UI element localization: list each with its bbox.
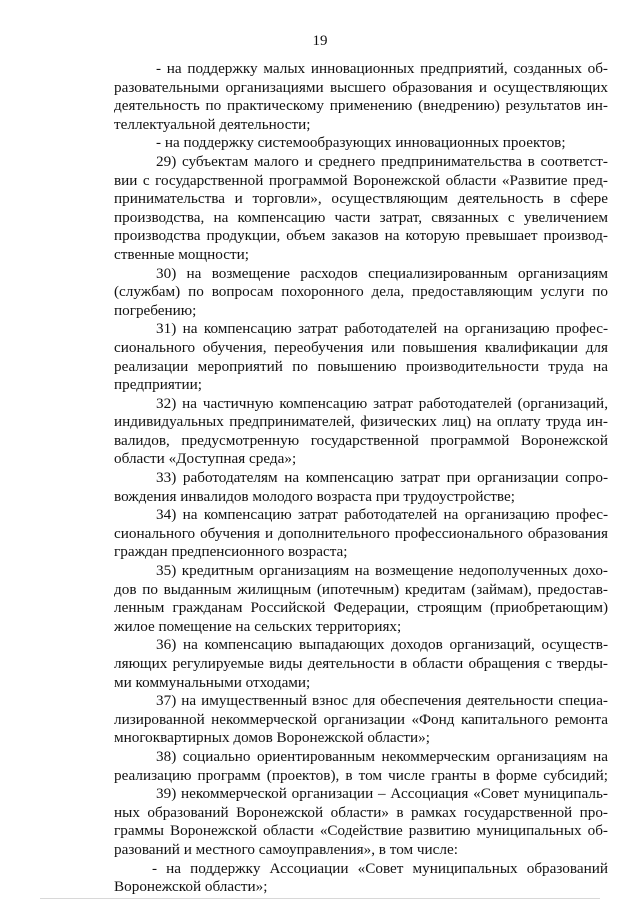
text-line: - на поддержку малых инновационных предприятий, созданных об- (156, 60, 608, 77)
text-line: сионального обучения и дополнительного профессионального образования (114, 524, 608, 542)
document-body (114, 60, 608, 897)
text-line: производства продукции, объем заказов на которую превышает производ- (114, 227, 608, 245)
text-line: (службам) по вопросам похоронного дела, предоставляющим услуги по (114, 283, 608, 301)
text-line: индивидуальных предпринимателей, физических лиц) на оплату труда ин- (114, 413, 608, 431)
text-line: 31) на компенсацию затрат работодателей на организацию профес- (156, 320, 608, 338)
text-line: ленным гражданам Российской Федерации, строящим (приобретающим) (114, 599, 608, 617)
text-line: 35) кредитным организациям на возмещение недополученных дохо- (156, 562, 608, 580)
text-line: вии с государственной программой Воронежской области «Развитие пред- (114, 171, 608, 189)
text-line: граждан предпенсионного возраста; (114, 543, 348, 561)
text-line: принимательства и торговли», осуществляющим деятельность в сфере (114, 190, 608, 208)
text-line: 30) на возмещение расходов специализированным организациям (156, 264, 608, 282)
text-line: 32) на частичную компенсацию затрат работодателей (организаций, (156, 394, 608, 412)
text-line: валидов, предусмотренную государственной программой Воронежской (114, 431, 608, 449)
page-number: 19 (312, 33, 328, 49)
text-line: разовательными организациями высшего образования и осуществляющих (114, 78, 608, 96)
text-line: 34) на компенсацию затрат работодателей на организацию профес- (156, 506, 608, 524)
text-line: производства, на компенсацию части затрат, связанных с увеличением (114, 208, 608, 226)
text-line: реализацию программ (проектов), в том числе гранты в форме субсидий; (114, 766, 608, 784)
text-line: - на поддержку системообразующих инновационных проектов; (156, 134, 566, 152)
text-line: ных образований Воронежской области» в рамках государственной про- (114, 803, 608, 821)
text-line: Воронежской области»; (114, 878, 268, 896)
text-line: погребению; (114, 301, 197, 319)
text-line: сионального обучения, переобучения или повышения квалификации для (114, 338, 608, 356)
text-line: лизированной некоммерческой организации «Фонд капитального ремонта (114, 710, 608, 728)
text-line: граммы Воронежской области «Содействие развитию муниципальных об- (114, 822, 608, 840)
text-line: 38) социально ориентированным некоммерческим организациям на (156, 747, 608, 765)
text-line: 39) некоммерческой организации – Ассоциация «Совет муниципаль- (156, 785, 608, 803)
text-line: ственные мощности; (114, 245, 249, 263)
text-line: разований и местного самоуправления», в том числе: (114, 840, 458, 858)
text-line: ляющих регулируемые виды деятельности в области обращения с тверды- (114, 655, 608, 672)
text-line: деятельность по практическому применению (внедрению) результатов ин- (114, 97, 608, 115)
text-line: ми коммунальными отходами; (114, 673, 311, 691)
text-line: 36) на компенсацию выпадающих доходов организаций, осуществ- (156, 636, 608, 654)
text-line: реализации мероприятий по повышению производительности труда на (114, 357, 608, 375)
text-line: теллектуальной деятельности; (114, 115, 311, 133)
text-line: 37) на имущественный взнос для обеспечения деятельности специа- (156, 692, 608, 710)
text-line: дов по выданным жилищным (ипотечным) кредитам (займам), предостав- (114, 580, 608, 598)
text-line: - на поддержку Ассоциации «Совет муниципальных образований (152, 859, 608, 877)
text-line: многоквартирных домов Воронежской области»; (114, 729, 430, 747)
text-line: предприятии; (114, 376, 202, 394)
text-line: 33) работодателям на компенсацию затрат при организации сопро- (156, 469, 608, 487)
text-line: жилое помещение на сельских территориях; (114, 617, 402, 635)
text-line: вождения инвалидов молодого возраста при трудоустройстве; (114, 487, 515, 505)
page-bottom-edge (40, 898, 600, 899)
text-line: 29) субъектам малого и среднего предпринимательства в соответст- (156, 152, 608, 170)
text-line: области «Доступная среда»; (114, 450, 297, 468)
